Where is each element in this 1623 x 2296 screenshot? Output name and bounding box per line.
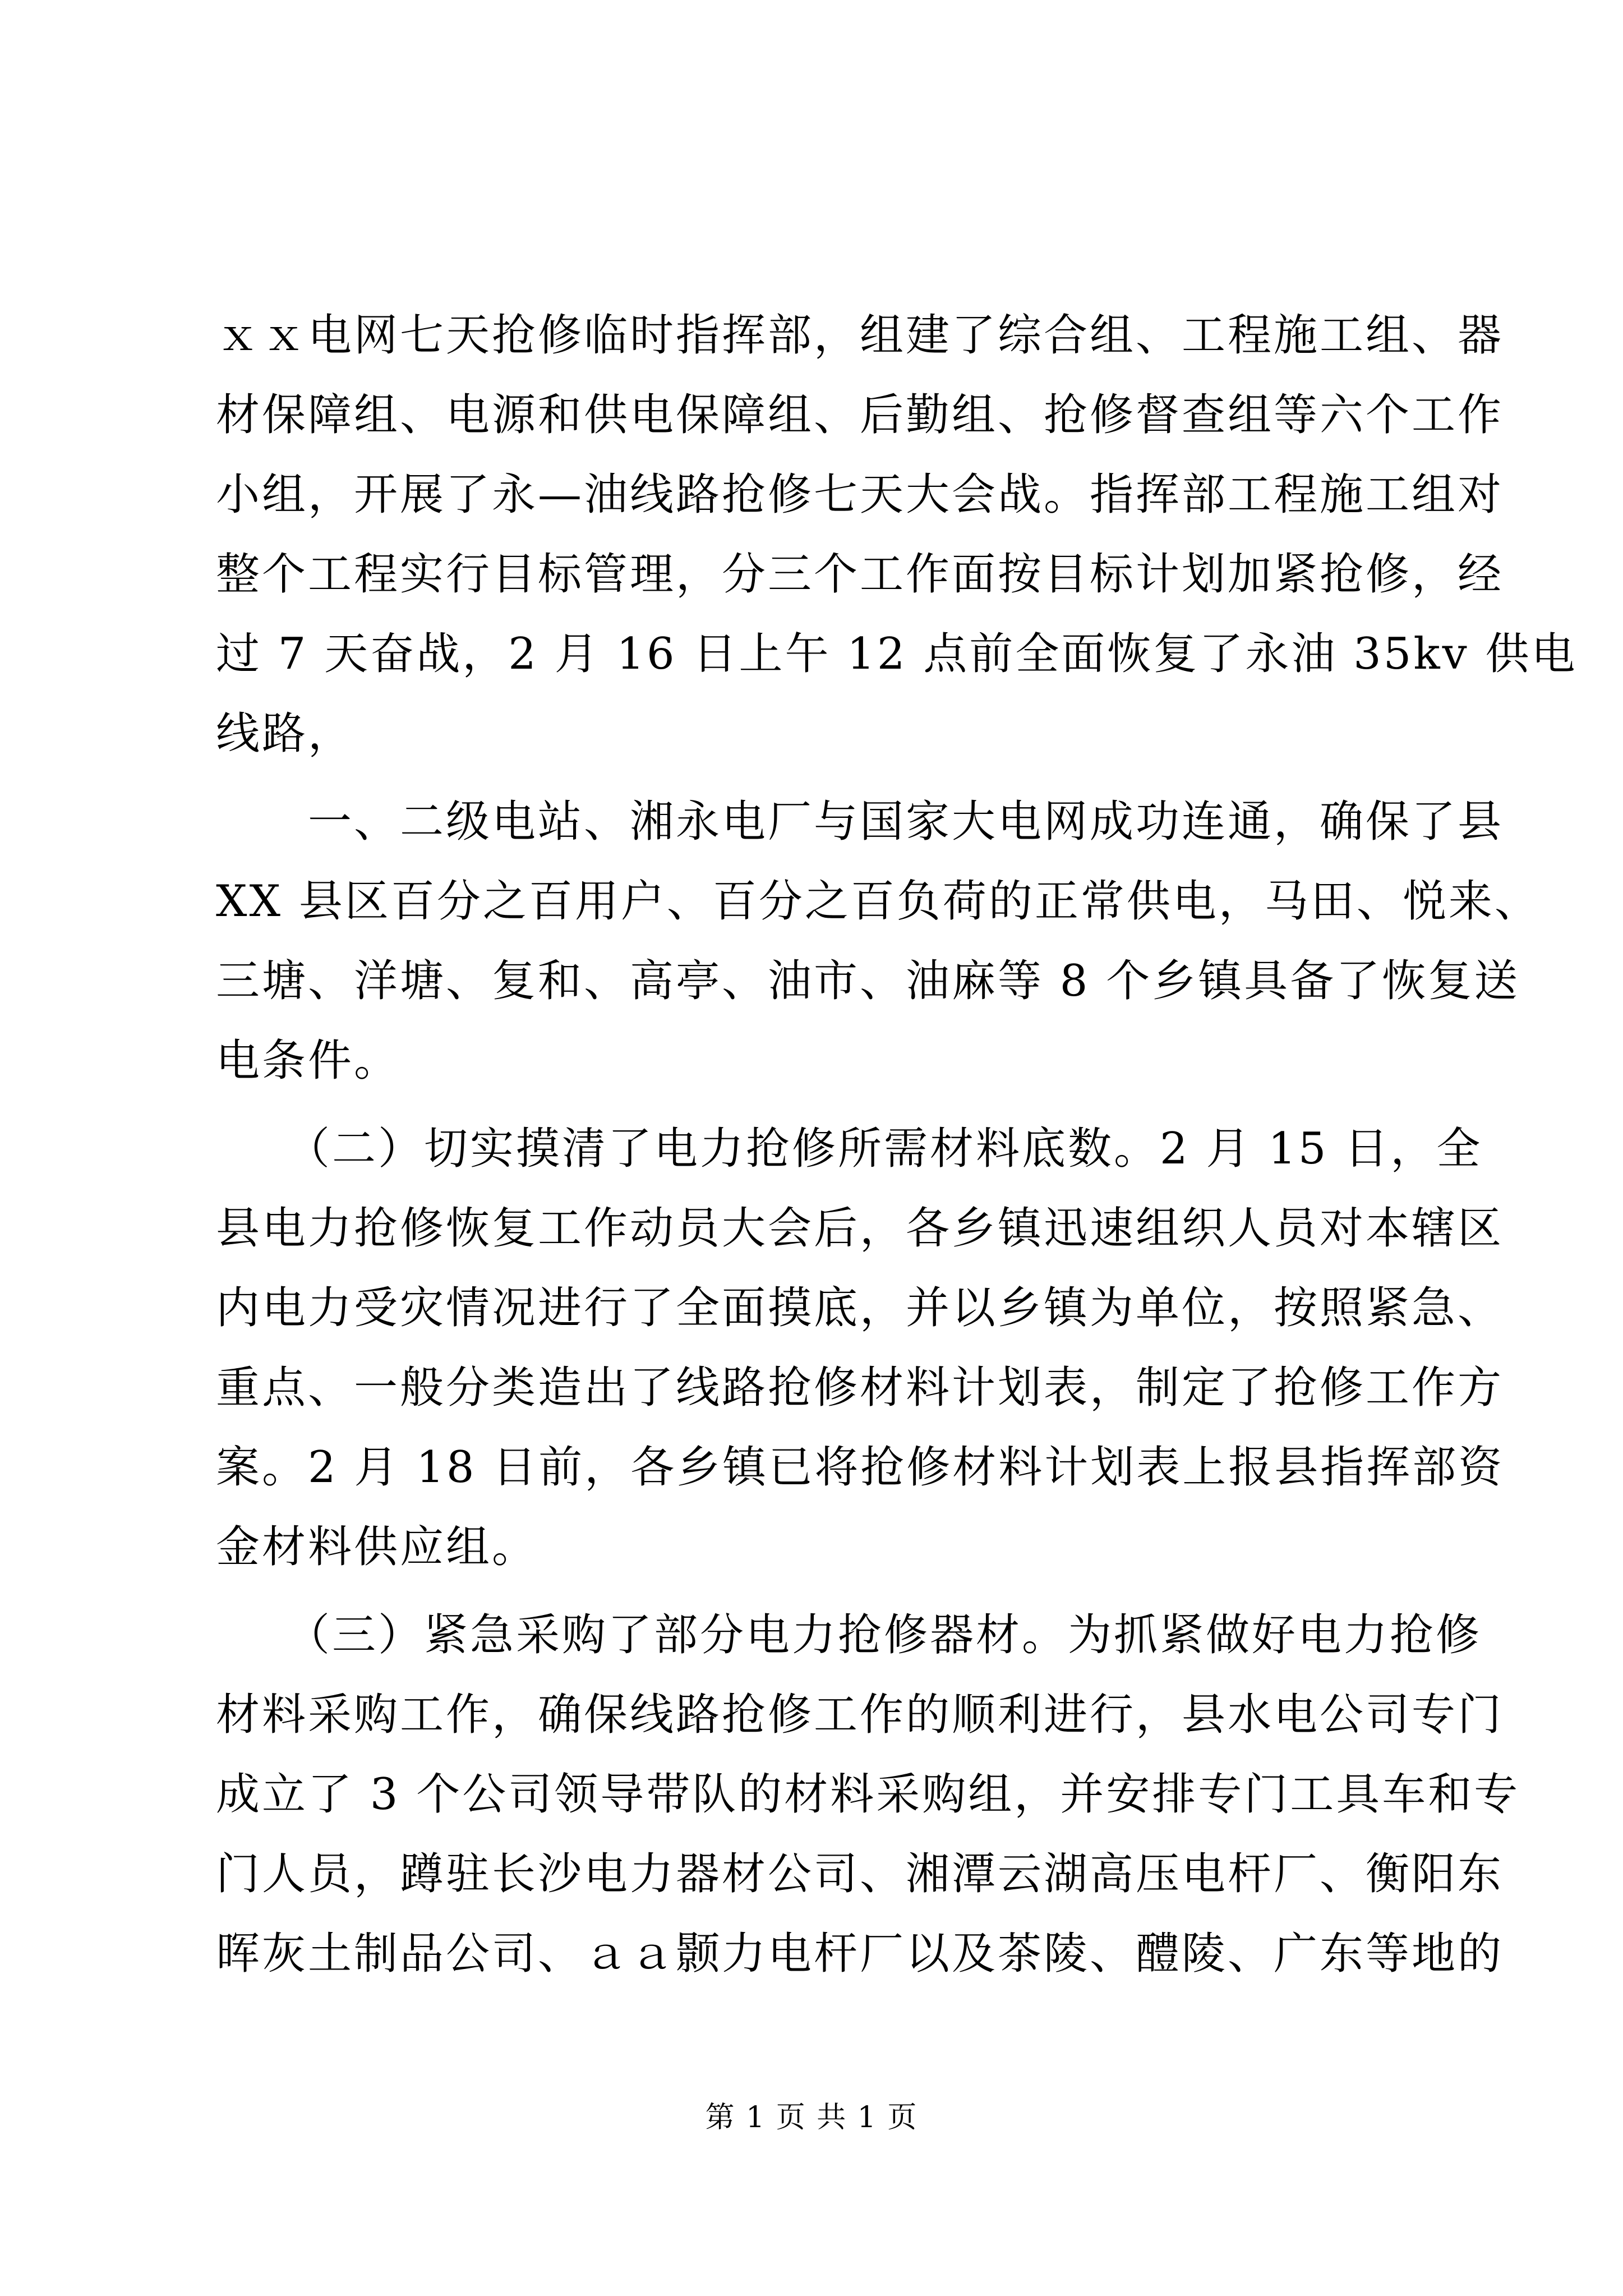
body-line: （二）切实摸清了电力抢修所需材料底数。2 月 15 日，全 [216, 1124, 1483, 1174]
body-line: 线路， [216, 708, 354, 759]
body-line: 县电力抢修恢复工作动员大会后，各乡镇迅速组织人员对本辖区 [216, 1203, 1504, 1254]
body-line: 电条件。 [216, 1036, 400, 1086]
body-line: ｘｘ电网七天抢修临时指挥部，组建了综合组、工程施工组、器 [216, 310, 1504, 361]
body-line: 门人员，蹲驻长沙电力器材公司、湘潭云湖高压电杆厂、衡阳东 [216, 1849, 1504, 1899]
body-line: 案。2 月 18 日前，各乡镇已将抢修材料计划表上报县指挥部资 [216, 1442, 1505, 1493]
body-line: 重点、一般分类造出了线路抢修材料计划表，制定了抢修工作方 [216, 1363, 1504, 1413]
body-line: 小组，开展了永—油线路抢修七天大会战。指挥部工程施工组对 [216, 470, 1504, 520]
body-line: 晖灰土制品公司、ａａ颢力电杆厂以及茶陵、醴陵、广东等地的 [216, 1929, 1504, 1979]
body-line: XX 县区百分之百用户、百分之百负荷的正常供电，马田、悦来、 [216, 876, 1541, 927]
body-line: 三塘、洋塘、复和、高亭、油市、油麻等 8 个乡镇具备了恢复送 [216, 956, 1520, 1006]
body-line: （三）紧急采购了部分电力抢修器材。为抓紧做好电力抢修 [216, 1610, 1482, 1660]
page-footer: 第 1 页 共 1 页 [705, 2101, 918, 2134]
body-line: 内电力受灾情况进行了全面摸底，并以乡镇为单位，按照紧急、 [216, 1283, 1504, 1333]
body-line: 一、二级电站、湘永电厂与国家大电网成功连通，确保了县 [216, 797, 1504, 847]
body-line: 成立了 3 个公司领导带队的材料采购组，并安排专门工具车和专 [216, 1769, 1520, 1820]
body-line: 金材料供应组。 [216, 1522, 538, 1572]
body-line: 整个工程实行目标管理，分三个工作面按目标计划加紧抢修，经 [216, 549, 1504, 600]
body-line: 材料采购工作，确保线路抢修工作的顺利进行，县水电公司专门 [216, 1690, 1504, 1740]
body-line: 材保障组、电源和供电保障组、后勤组、抢修督查组等六个工作 [216, 390, 1504, 440]
body-line: 过 7 天奋战，2 月 16 日上午 12 点前全面恢复了永油 35kv 供电 [216, 629, 1578, 679]
